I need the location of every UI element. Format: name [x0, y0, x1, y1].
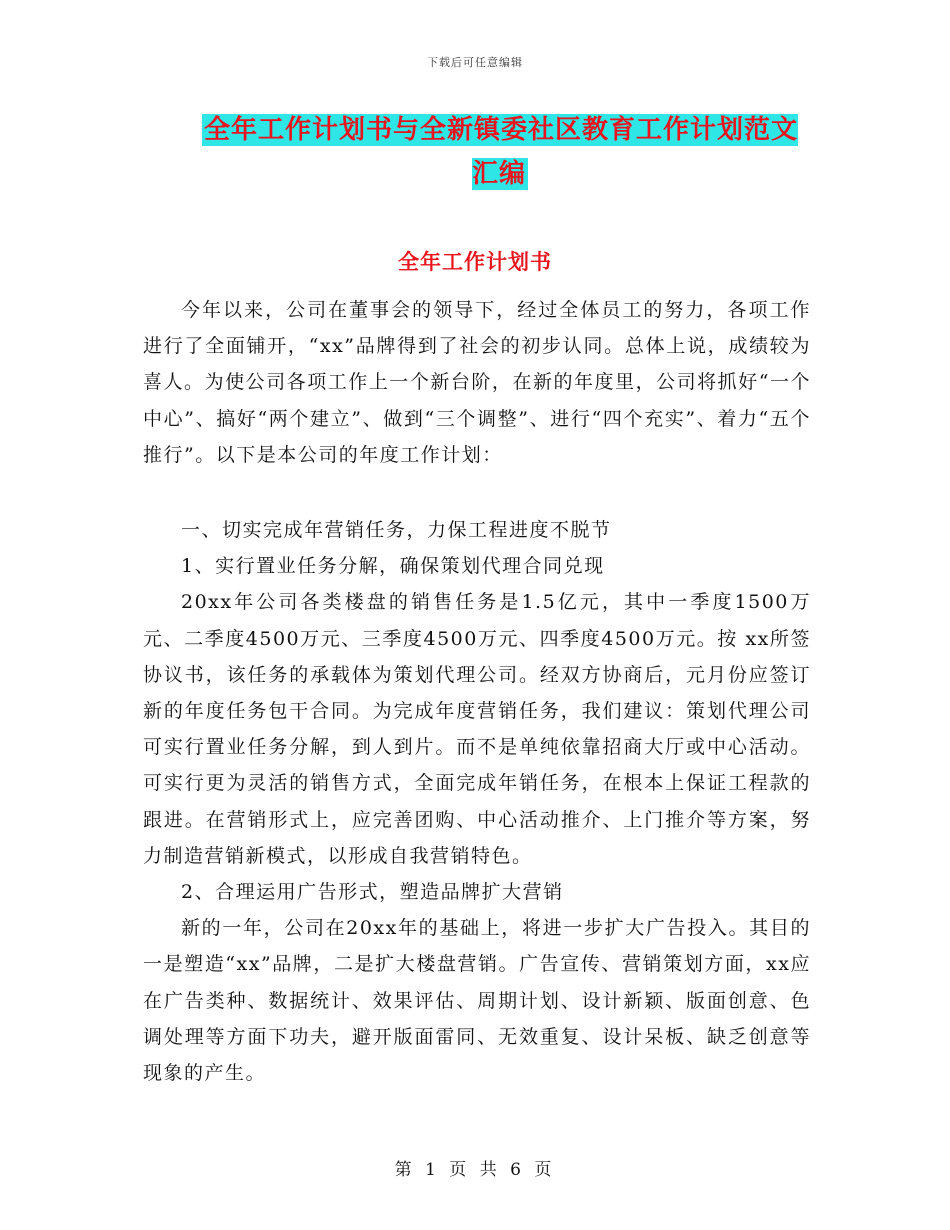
- section-title: 全年工作计划书: [398, 249, 552, 274]
- paragraph-1: 20xx年公司各类楼盘的销售任务是1.5亿元，其中一季度1500万元、二季度4500万元、三季度4500万元、四季度4500万元。按 xx所签协议书，该任务的承载体为策划代理公司。经双方协商后，元月份应签订新的年度任务包干合同。为完成年度营销任务，我们建议：策划代理公司可实行置业任务分解，到人到片。而不是单纯依靠招商大厅或中心活动。可实行更为灵活的销售方式，全面完成年销任务，在根本上保证工程款的跟进。在营销形式上，应完善团购、中心活动推介、上门推介等方案，努力制造营销新模式，以形成自我营销特色。: [143, 591, 811, 867]
- subheading-1: 1、实行置业任务分解，确保策划代理合同兑现: [181, 555, 605, 578]
- document-title: [190, 108, 810, 196]
- heading-1: 一、切实完成年营销任务，力保工程进度不脱节: [181, 519, 612, 541]
- intro-block: [143, 292, 811, 473]
- intro-paragraph: 今年以来，公司在董事会的领导下，经过全体员工的努力，各项工作进行了全面铺开，“xx”品牌得到了社会的初步认同。总体上说，成绩较为喜人。为使公司各项工作上一个新台阶，在新的年度里，公司将抓好“一个中心”、搞好“两个建立”、做到“三个调整”、进行“四个充实”、着力“五个推行”。以下是本公司的年度工作计划：: [143, 299, 811, 466]
- page-header-note: 下载后可任意编辑: [427, 56, 523, 69]
- subheading-2: 2、合理运用广告形式，塑造品牌扩大营销: [181, 881, 564, 904]
- paragraph-2: 新的一年，公司在20xx年的基础上，将进一步扩大广告投入。其目的一是塑造“xx”品牌，二是扩大楼盘营销。广告宣传、营销策划方面，xx应在广告类种、数据统计、效果评估、周期计划、设计新颖、版面创意、色调处理等方面下功夫，避开版面雷同、无效重复、设计呆板、缺乏创意等现象的产生。: [143, 917, 811, 1085]
- document-title-text: 全年工作计划书与全新镇委社区教育工作计划范文汇编: [203, 115, 798, 189]
- main-block: [143, 512, 811, 1091]
- page-footer-number: 第 1 页 共 6 页: [394, 1160, 556, 1180]
